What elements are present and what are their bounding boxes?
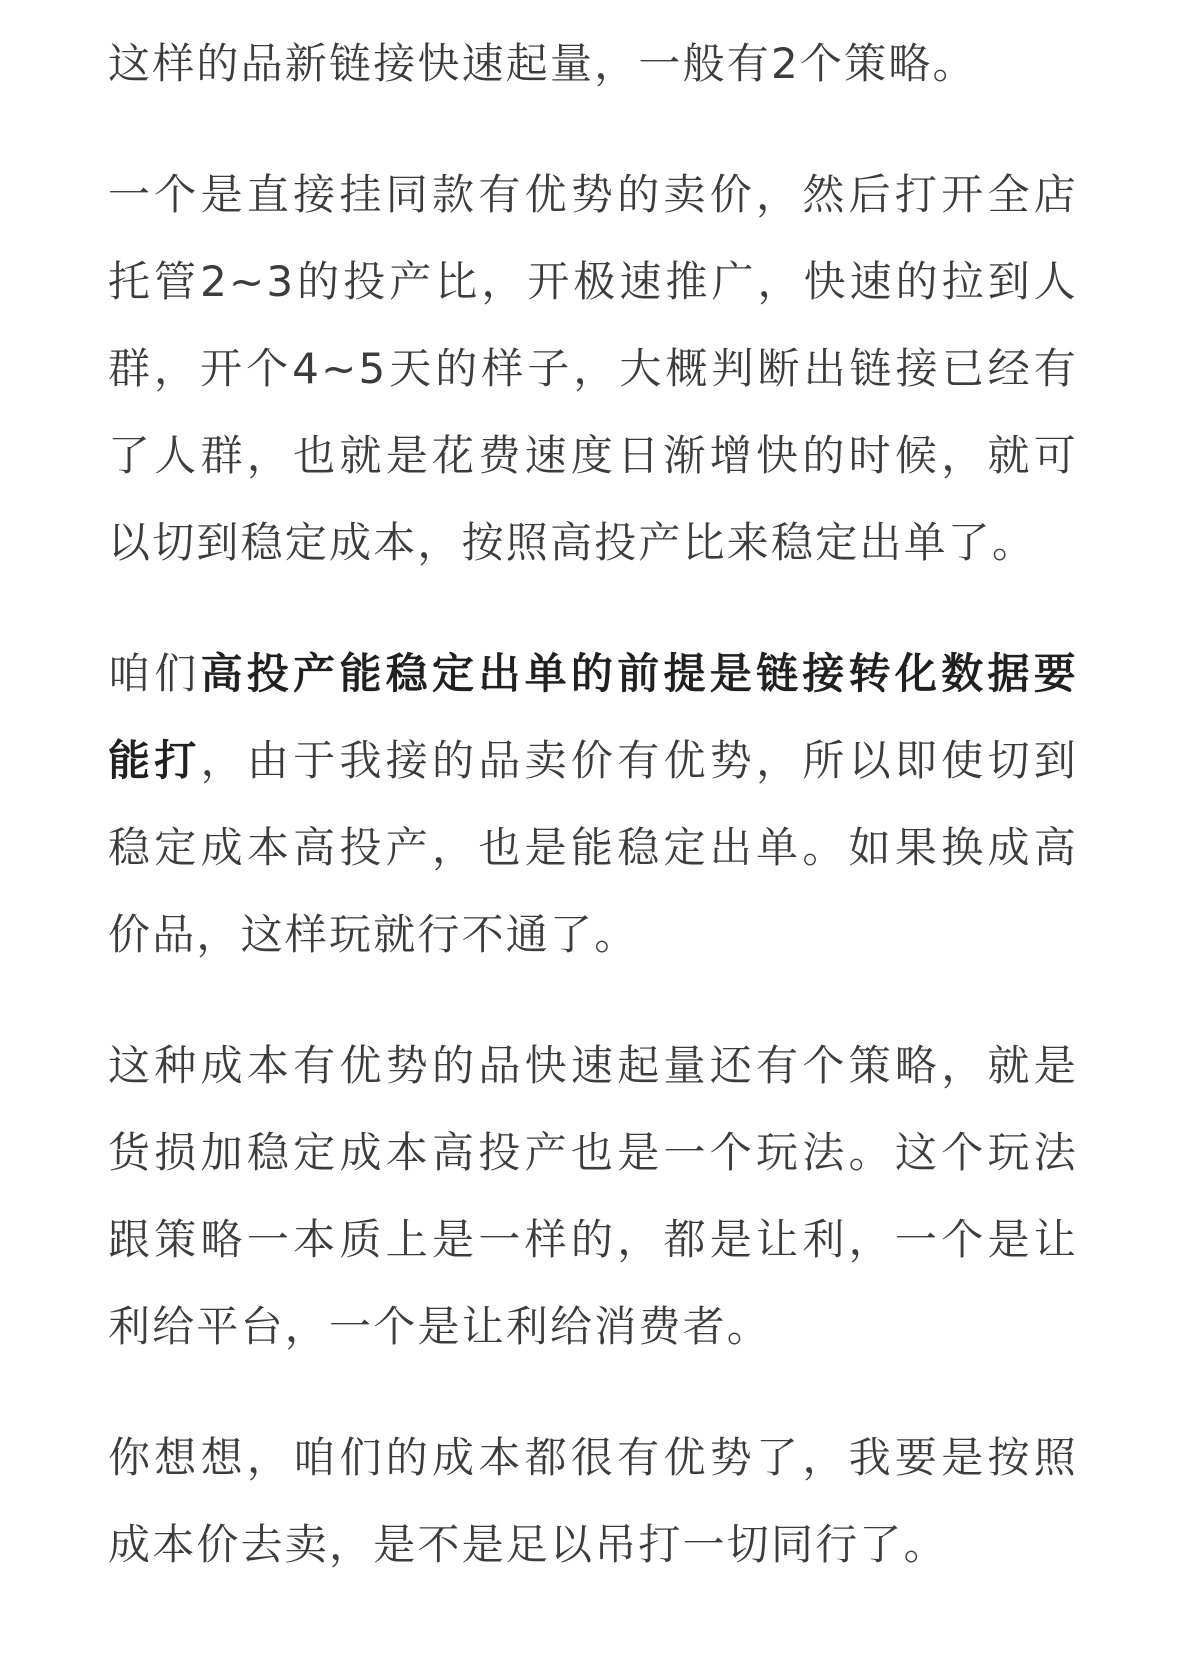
- premise-prefix: 咱们: [108, 649, 201, 698]
- paragraph-strategy-intro: 这样的品新链接快速起量，一般有2个策略。: [108, 39, 977, 88]
- paragraph-strategy-two: 这种成本有优势的品快速起量还有个策略，就是货损加稳定成本高投产也是一个玩法。这个玩法跟策略一本质上是一样的，都是让利，一个是让利给平台，一个是让利给消费者。: [108, 1041, 1078, 1351]
- article-body: [108, 20, 1078, 1632]
- paragraph-premise: [108, 630, 1078, 978]
- premise-highlight: 高投产能稳定出单的前提是链接转化数据要能打: [108, 649, 1078, 785]
- paragraph-strategy-one: 一个是直接挂同款有优势的卖价，然后打开全店托管2~3的投产比，开极速推广，快速的拉到人群，开个4~5天的样子，大概判断出链接已经有了人群，也就是花费速度日渐增快的时候，就可以切到稳定成本，按照高投产比来稳定出单了。: [108, 170, 1078, 567]
- premise-suffix: ，由于我接的品卖价有优势，所以即使切到稳定成本高投产，也是能稳定出单。如果换成高价品，这样玩就行不通了。: [108, 736, 1078, 959]
- paragraph-conclusion: 你想想，咱们的成本都很有优势了，我要是按照成本价去卖，是不是足以吊打一切同行了。: [108, 1433, 1078, 1569]
